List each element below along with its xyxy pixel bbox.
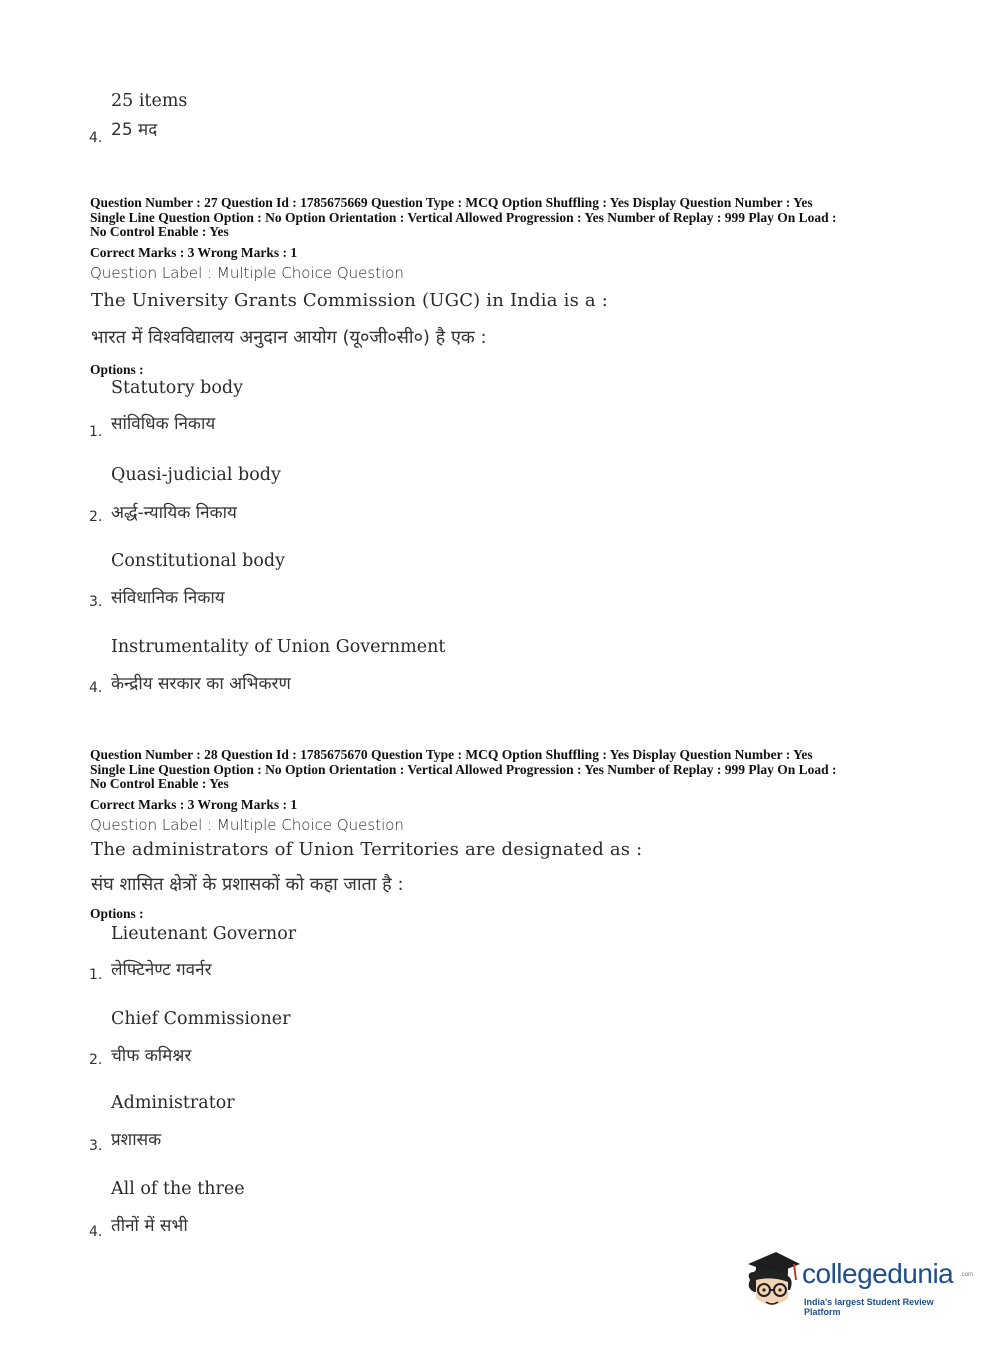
- option-1-en: Statutory body: [111, 378, 243, 398]
- question-marks: Correct Marks : 3 Wrong Marks : 1: [90, 245, 298, 260]
- option-4-number: 4.: [89, 1224, 103, 1240]
- question-text-hi: भारत में विश्वविद्यालय अनुदान आयोग (यू०जी०सी०) है एक :: [91, 327, 487, 348]
- option-3-en: Administrator: [111, 1093, 235, 1113]
- question-meta-line2: Single Line Question Option : No Option Orientation : Vertical Allowed Progression : Yes Number of Replay : 999 Play On Load :: [90, 210, 837, 225]
- option-4-en: All of the three: [111, 1179, 245, 1199]
- option-3-number: 3.: [89, 1138, 103, 1154]
- question-marks: Correct Marks : 3 Wrong Marks : 1: [90, 797, 298, 812]
- option-2-hi: अर्द्ध-न्यायिक निकाय: [111, 503, 237, 523]
- option-2-hi: चीफ कमिश्नर: [111, 1046, 192, 1066]
- option-3-hi: प्रशासक: [111, 1130, 162, 1150]
- option-2-en: Chief Commissioner: [111, 1009, 291, 1029]
- option-3-hi: संविधानिक निकाय: [111, 588, 225, 608]
- option-4-number: 4.: [89, 680, 103, 696]
- question-label: Question Label : Multiple Choice Question: [90, 264, 404, 282]
- brand-domain-suffix: .com: [960, 1272, 974, 1278]
- collegedunia-logo: [742, 1250, 972, 1320]
- question-text-en: The administrators of Union Territories are designated as :: [91, 839, 643, 860]
- option-2-en: Quasi-judicial body: [111, 465, 281, 485]
- question-label: Question Label : Multiple Choice Question: [90, 816, 404, 834]
- option-3-number: 3.: [89, 594, 103, 610]
- question-text-en: The University Grants Commission (UGC) in India is a :: [91, 290, 609, 311]
- question-meta-line2: Single Line Question Option : No Option Orientation : Vertical Allowed Progression : Yes Number of Replay : 999 Play On Load :: [90, 762, 837, 777]
- prev-option-hi: 25 मद: [111, 120, 158, 140]
- question-meta-line1: Question Number : 28 Question Id : 1785675670 Question Type : MCQ Option Shuffling : Yes Display Question Number : Yes: [90, 747, 813, 762]
- question-meta-line3: No Control Enable : Yes: [90, 224, 229, 239]
- options-label: Options :: [90, 362, 144, 377]
- brand-name: collegedunia: [802, 1258, 954, 1289]
- option-2-number: 2.: [89, 1052, 103, 1068]
- option-4-hi: केन्द्रीय सरकार का अभिकरण: [111, 674, 291, 694]
- option-3-en: Constitutional body: [111, 551, 285, 571]
- option-4-hi: तीनों में सभी: [111, 1216, 188, 1236]
- option-1-hi: लेफ्टिनेण्ट गवर्नर: [111, 960, 212, 980]
- prev-option-number: 4.: [89, 130, 103, 146]
- question-meta-line1: Question Number : 27 Question Id : 1785675669 Question Type : MCQ Option Shuffling : Yes Display Question Number : Yes: [90, 195, 813, 210]
- mascot-icon: [742, 1250, 802, 1316]
- option-1-number: 1.: [89, 967, 103, 983]
- options-label: Options :: [90, 906, 144, 921]
- option-1-hi: सांविधिक निकाय: [111, 414, 216, 434]
- prev-option-en: 25 items: [111, 91, 188, 111]
- option-1-en: Lieutenant Governor: [111, 924, 297, 944]
- question-meta-line3: No Control Enable : Yes: [90, 776, 229, 791]
- option-4-en: Instrumentality of Union Government: [111, 637, 446, 657]
- option-2-number: 2.: [89, 509, 103, 525]
- question-text-hi: संघ शासित क्षेत्रों के प्रशासकों को कहा जाता है :: [91, 874, 404, 895]
- brand-tagline: India's largest Student Review Platform: [804, 1297, 934, 1317]
- option-1-number: 1.: [89, 424, 103, 440]
